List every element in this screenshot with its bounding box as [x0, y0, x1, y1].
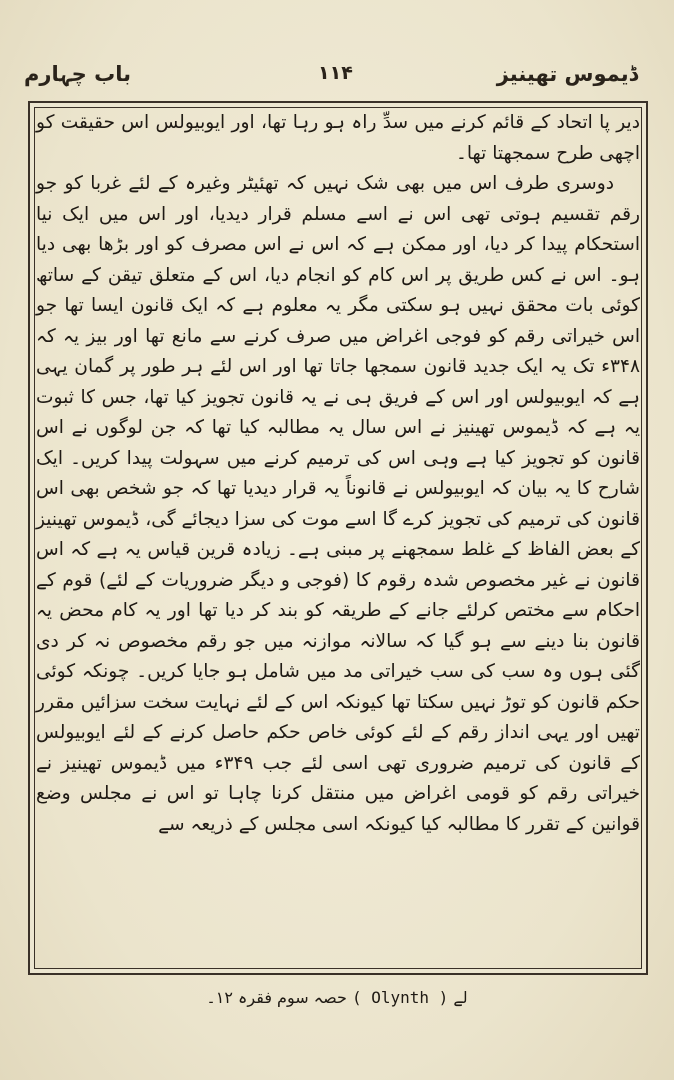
paragraph: دوسری طرف اس میں بھی شک نہیں کہ تھئیٹر وغیرہ کے لئے غربا کو جو رقم تقسیم ہوتی تھی اس نے اسے مسلم قرار دیدیا، اور اس میں ایک نیا استحکام پیدا کر دیا، اور ممکن ہے کہ اس نے اس مصرف کو اور بڑھا بھی دیا ہو۔ اس نے کس طریق پر اس کام کو انجام دیا، اس کے متعلق تیقن کے ساتھ کوئی بات محقق نہیں ہو سکتی مگر یہ معلوم ہے کہ ایک قانون ایسا تھا جو اس خیراتی رقم کو فوجی اغراض میں صرف کرنے سے مانع تھا اور بیز یہ کہ ۳۴۸ء تک یہ ایک جدید قانون سمجھا جاتا تھا اور اس لئے ہر طور پر گمان یہی ہے کہ ایوبیولس اور اس کے فریق ہی نے یہ قانون تجویز کیا تھا، جس کا ثبوت یہ ہے کہ ڈیموس تھینیز نے اس سال یہ مطالبہ کیا تھا کہ جن لوگوں نے اس قانون کو تجویز کیا ہے وہی اس کی ترمیم کرنے میں سہولت پیدا کریں۔ ایک شارح کا یہ بیان کہ ایوبیولس نے قانوناً یہ قرار دیدیا تھا کہ جو شخص بھی اس قانون کی ترمیم کی تجویز کرے گا اسے موت کی سزا دیجائے گی، ڈیموس تھینیز کے بعض الفاظ کے غلط سمجھنے پر مبنی ہے۔ زیادہ قرین قیاس یہ ہے کہ اس قانون نے غیر مخصوص شدہ رقوم کا (فوجی و دیگر ضروریات کے لئے) قوم کے احکام سے مختص کرلئے جانے کے طریقہ کو بند کر دیا تھا اور یہ کام محض یہ قانون بنا دینے سے ہو گیا کہ سالانہ موازنہ میں جو رقم مخصوص نہ کر دی گئی ہوں وہ سب کی سب خیراتی مد میں شامل ہو جایا کریں۔ چونکہ کوئی حکم قانون کو توڑ نہیں سکتا تھا کیونکہ اس کے لئے نہایت سخت سزائیں مقرر تھیں اور یہی انداز رقم کے لئے کوئی خاص حکم حاصل کرنے کے لئے ایوبیولس کے قانون کی ترمیم ضروری تھی اسی لئے جب ۳۴۹ء میں ڈیموس تھینیز نے خیراتی رقم کو قومی اغراض میں منتقل کرنا چاہا تو اس نے مجلس وضع قوانین کے تقرر کا مطالبہ کیا کیونکہ اسی مجلس کے ذریعہ سے: [36, 173, 640, 835]
footnote-latin-term: ( Olynth ): [351, 988, 449, 1007]
page-number: ۱۱۴: [318, 62, 353, 84]
footnote-reference: حصہ سوم فقرہ ۱۲۔: [206, 988, 347, 1007]
footnote-marker: لے: [453, 988, 468, 1007]
running-header: [18, 58, 656, 98]
body-text: [36, 108, 640, 840]
chapter-title: باب چہارم: [24, 62, 131, 86]
footnote: [0, 988, 674, 1007]
book-title: ڈیموس تھینیز: [496, 62, 638, 86]
paragraph: دیر پا اتحاد کے قائم کرنے میں سدِّ راہ ہو رہا تھا، اور ایوبیولس اس حقیقت کو اچھی طرح سمجھتا تھا۔: [36, 112, 640, 164]
